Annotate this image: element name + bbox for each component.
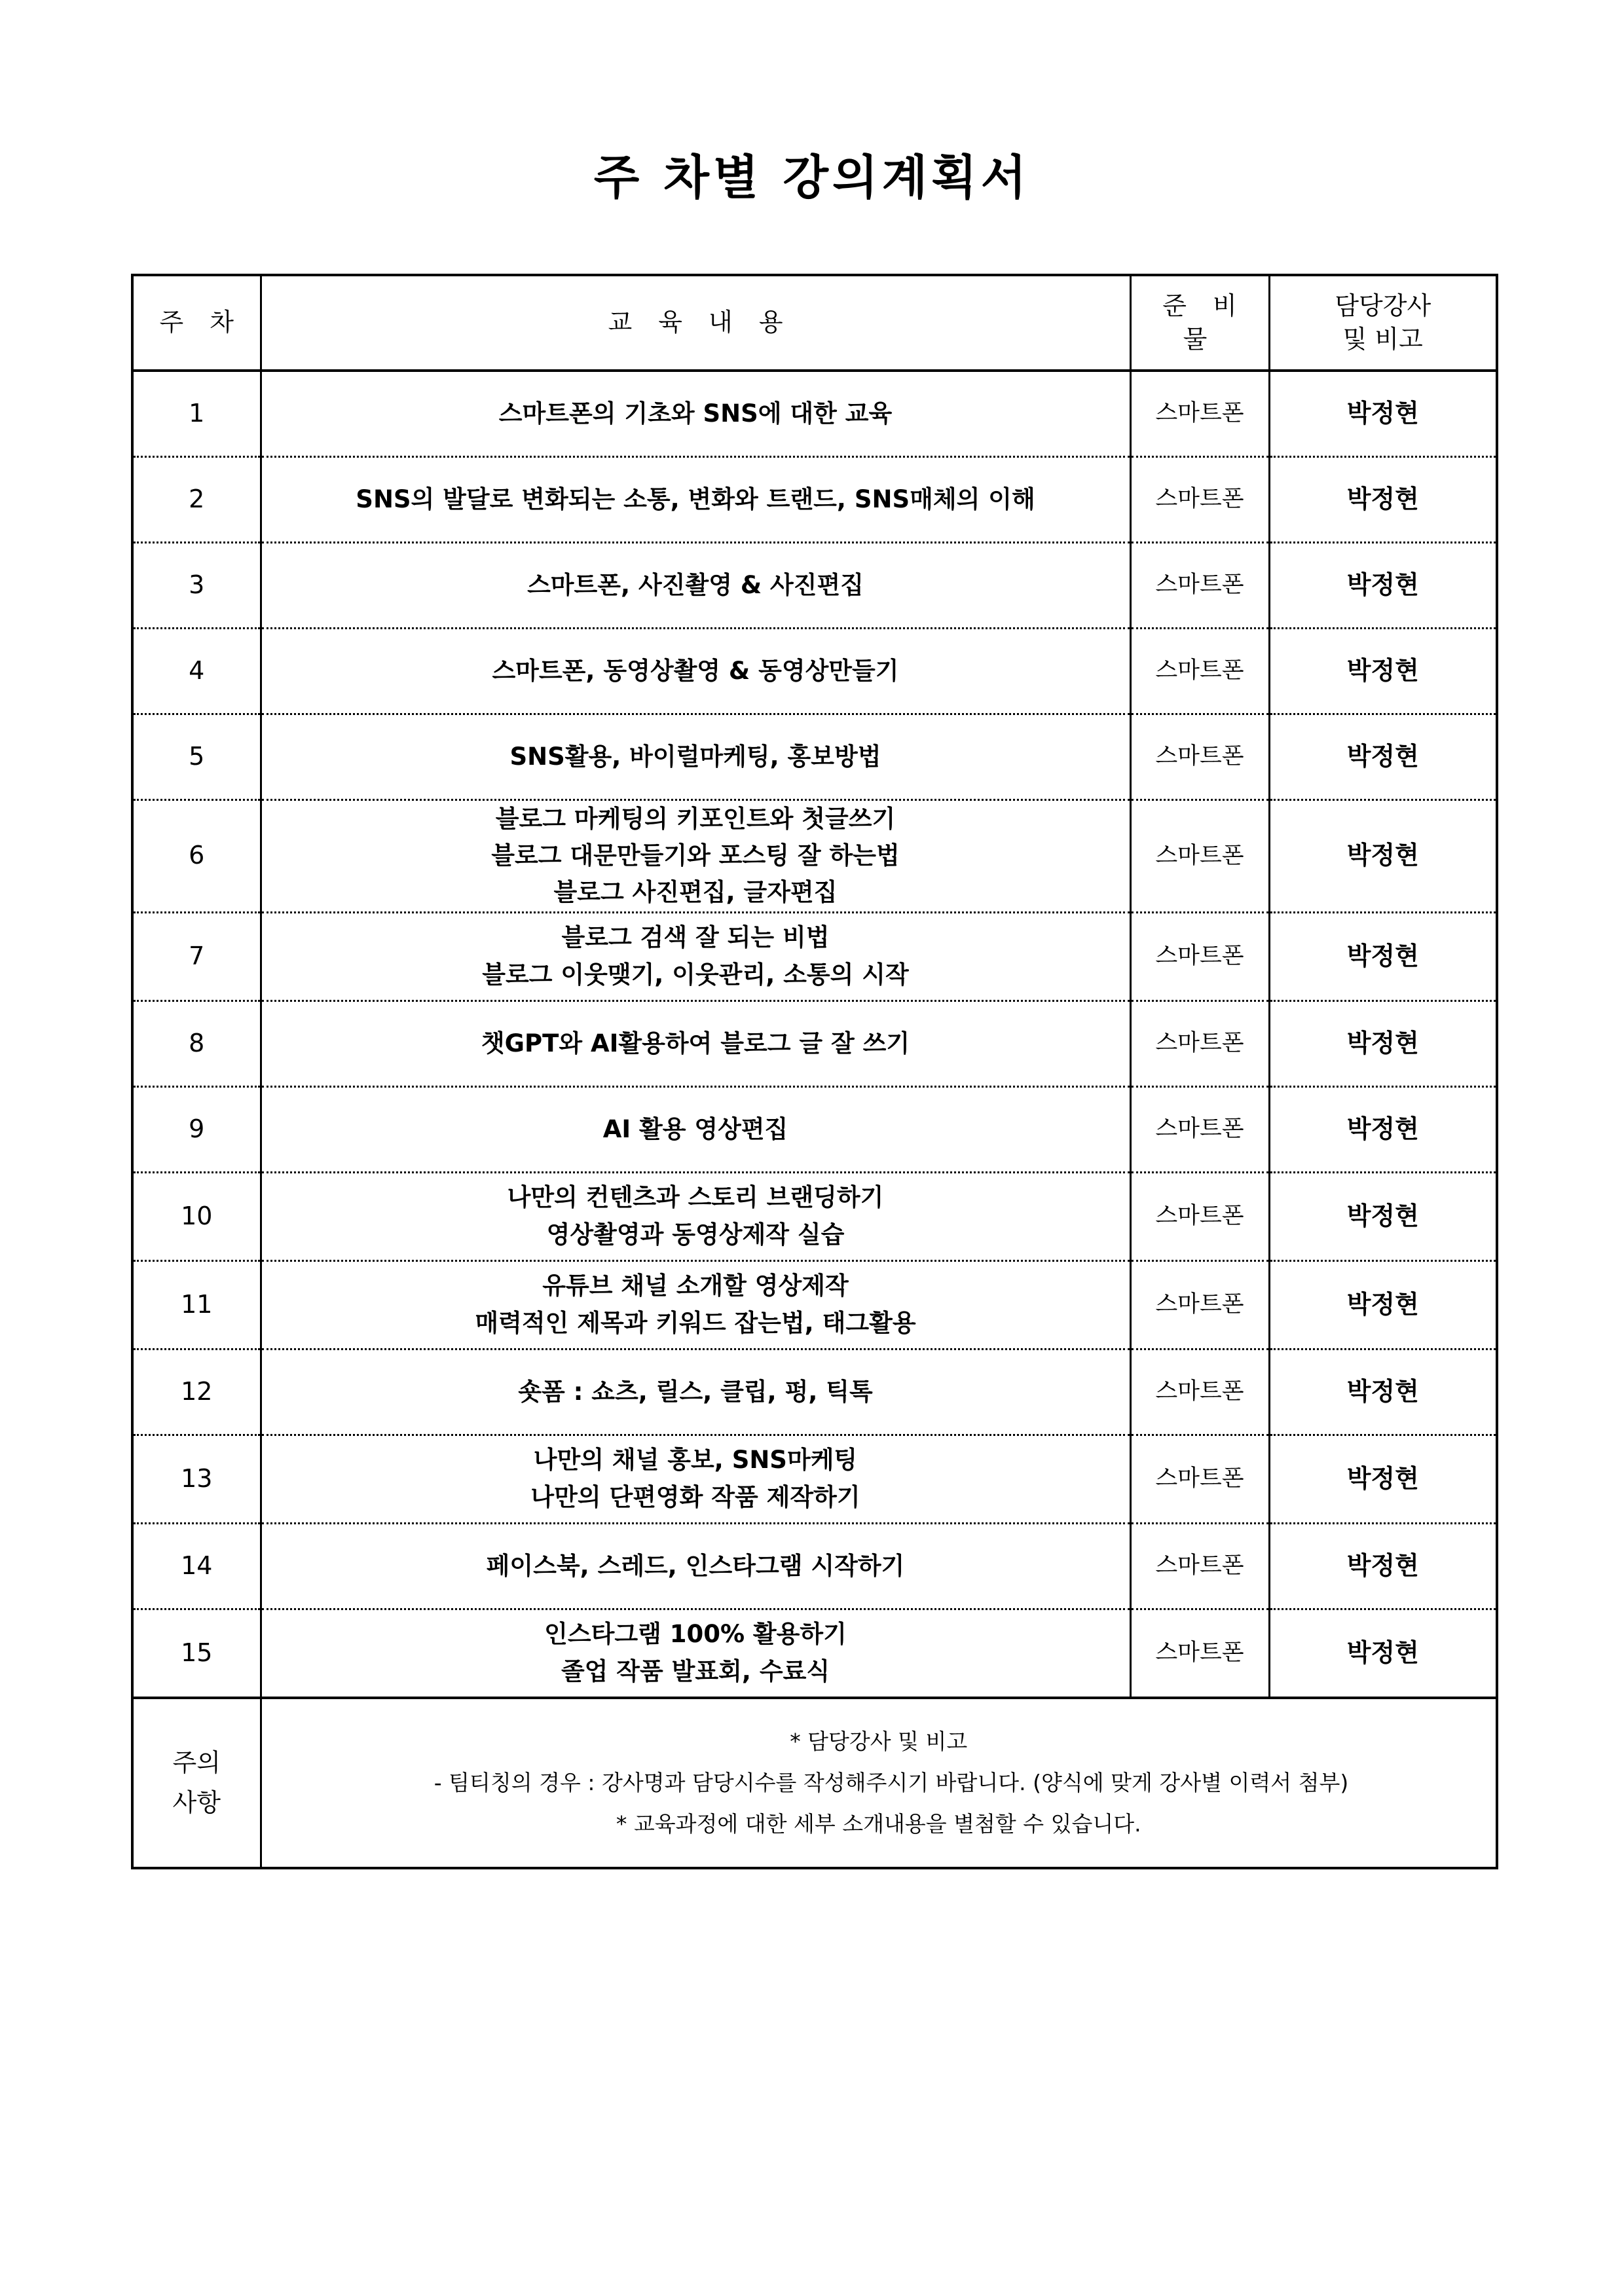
- content-line: 스마트폰, 사진촬영 & 사진편집: [527, 570, 864, 599]
- cell-week: 3: [132, 543, 261, 629]
- content-line: SNS의 발달로 변화되는 소통, 변화와 트랜드, SNS매체의 이해: [356, 485, 1035, 513]
- cell-week: 8: [132, 1001, 261, 1086]
- cell-prep: 스마트폰: [1130, 1001, 1269, 1086]
- notes-body-cell: [261, 1698, 1497, 1868]
- table-row: [132, 1086, 1497, 1172]
- notes-row: [132, 1698, 1497, 1868]
- cell-prep: 스마트폰: [1130, 1086, 1269, 1172]
- cell-prep: 스마트폰: [1130, 912, 1269, 1001]
- cell-teacher: 박정현: [1269, 912, 1497, 1001]
- cell-week: 11: [132, 1260, 261, 1349]
- table-header: [132, 275, 1497, 371]
- cell-teacher: 박정현: [1269, 629, 1497, 714]
- cell-content: [261, 1523, 1130, 1609]
- cell-prep: 스마트폰: [1130, 1172, 1269, 1260]
- cell-prep: 스마트폰: [1130, 371, 1269, 457]
- table-row: [132, 1172, 1497, 1260]
- cell-week: 14: [132, 1523, 261, 1609]
- content-line: AI 활용 영상편집: [602, 1114, 788, 1143]
- cell-teacher: 박정현: [1269, 714, 1497, 800]
- cell-prep: 스마트폰: [1130, 1349, 1269, 1435]
- content-line: 매력적인 제목과 키워드 잡는법, 태그활용: [475, 1308, 916, 1337]
- content-line: 블로그 이웃맺기, 이웃관리, 소통의 시작: [482, 960, 909, 989]
- content-line: 블로그 대문만들기와 포스팅 잘 하는법: [491, 841, 900, 870]
- cell-content: [261, 1349, 1130, 1435]
- cell-week: 10: [132, 1172, 261, 1260]
- content-line: 페이스북, 스레드, 인스타그램 시작하기: [486, 1551, 905, 1580]
- content-line: 나만의 컨텐츠과 스토리 브랜딩하기: [507, 1183, 884, 1212]
- cell-prep: 스마트폰: [1130, 714, 1269, 800]
- cell-teacher: 박정현: [1269, 1523, 1497, 1609]
- table-header-row: [132, 275, 1497, 371]
- cell-teacher: 박정현: [1269, 1260, 1497, 1349]
- cell-prep: 스마트폰: [1130, 800, 1269, 913]
- cell-prep: 스마트폰: [1130, 1435, 1269, 1523]
- content-line: 나만의 채널 홍보, SNS마케팅: [533, 1446, 858, 1475]
- cell-prep: 스마트폰: [1130, 1260, 1269, 1349]
- content-line: 스마트폰의 기초와 SNS에 대한 교육: [498, 399, 893, 428]
- cell-content: [261, 629, 1130, 714]
- cell-week: 9: [132, 1086, 261, 1172]
- cell-content: [261, 1260, 1130, 1349]
- cell-content: [261, 1001, 1130, 1086]
- cell-teacher: 박정현: [1269, 1435, 1497, 1523]
- cell-teacher: 박정현: [1269, 371, 1497, 457]
- table-row: [132, 371, 1497, 457]
- cell-week: 5: [132, 714, 261, 800]
- cell-content: [261, 1086, 1130, 1172]
- cell-week: 13: [132, 1435, 261, 1523]
- table-body: [132, 371, 1497, 1698]
- cell-content: [261, 714, 1130, 800]
- table-row: [132, 1609, 1497, 1698]
- content-line: 인스타그램 100% 활용하기: [544, 1620, 847, 1649]
- table-row: [132, 629, 1497, 714]
- table-row: [132, 543, 1497, 629]
- table-row: [132, 1260, 1497, 1349]
- notes-label-line1: 주의: [172, 1748, 221, 1777]
- table-footer: [132, 1698, 1497, 1868]
- cell-content: [261, 912, 1130, 1001]
- cell-week: 12: [132, 1349, 261, 1435]
- cell-content: [261, 457, 1130, 543]
- cell-prep: 스마트폰: [1130, 1523, 1269, 1609]
- cell-content: [261, 1609, 1130, 1698]
- cell-prep: 스마트폰: [1130, 543, 1269, 629]
- cell-teacher: 박정현: [1269, 1086, 1497, 1172]
- note-line-3: * 교육과정에 대한 세부 소개내용을 별첨할 수 있습니다.: [616, 1811, 1141, 1837]
- content-line: 블로그 검색 잘 되는 비법: [561, 923, 830, 952]
- cell-prep: 스마트폰: [1130, 1609, 1269, 1698]
- cell-teacher: 박정현: [1269, 1001, 1497, 1086]
- content-line: 챗GPT와 AI활용하여 블로그 글 잘 쓰기: [481, 1029, 910, 1057]
- cell-content: [261, 1435, 1130, 1523]
- cell-week: 1: [132, 371, 261, 457]
- note-line-2: - 팀티칭의 경우 : 강사명과 담당시수를 작성해주시기 바랍니다. (양식에 맞게 강사별 이력서 첨부): [427, 1770, 1349, 1796]
- cell-content: [261, 1172, 1130, 1260]
- table-row: [132, 1435, 1497, 1523]
- column-header-teacher-line1: 담당강사: [1335, 291, 1431, 320]
- cell-teacher: 박정현: [1269, 1349, 1497, 1435]
- column-header-week: 주 차: [132, 275, 261, 371]
- cell-content: [261, 371, 1130, 457]
- content-line: 블로그 마케팅의 키포인트와 첫글쓰기: [495, 805, 896, 833]
- cell-content: [261, 543, 1130, 629]
- content-line: 유튜브 채널 소개할 영상제작: [542, 1272, 849, 1300]
- table-row: [132, 1349, 1497, 1435]
- content-line: 숏폼 : 쇼츠, 릴스, 클립, 펑, 틱톡: [518, 1377, 873, 1406]
- cell-prep: 스마트폰: [1130, 457, 1269, 543]
- column-header-prep: 준 비 물: [1130, 275, 1269, 371]
- content-line: 나만의 단편영화 작품 제작하기: [530, 1482, 860, 1511]
- content-line: 영상촬영과 동영상제작 실습: [546, 1220, 845, 1249]
- notes-label-line2: 사항: [172, 1788, 221, 1817]
- cell-week: 7: [132, 912, 261, 1001]
- content-line: SNS활용, 바이럴마케팅, 홍보방법: [509, 742, 881, 771]
- cell-prep: 스마트폰: [1130, 629, 1269, 714]
- content-line: 스마트폰, 동영상촬영 & 동영상만들기: [492, 656, 899, 685]
- notes-label-cell: [132, 1698, 261, 1868]
- column-header-teacher-line2: 및 비고: [1342, 325, 1423, 354]
- column-header-teacher: [1269, 275, 1497, 371]
- cell-week: 15: [132, 1609, 261, 1698]
- table-row: [132, 912, 1497, 1001]
- page-title: 주 차별 강의계획서: [593, 150, 1031, 205]
- cell-week: 2: [132, 457, 261, 543]
- note-line-1: * 담당강사 및 비고: [790, 1728, 968, 1754]
- table-row: [132, 1523, 1497, 1609]
- weekly-lecture-plan-table: [131, 274, 1498, 1869]
- table-row: [132, 1001, 1497, 1086]
- content-line: 졸업 작품 발표회, 수료식: [561, 1657, 830, 1685]
- cell-content: [261, 800, 1130, 913]
- cell-week: 6: [132, 800, 261, 913]
- cell-teacher: 박정현: [1269, 457, 1497, 543]
- column-header-content: 교 육 내 용: [261, 275, 1130, 371]
- table-row: [132, 714, 1497, 800]
- cell-teacher: 박정현: [1269, 1609, 1497, 1698]
- cell-teacher: 박정현: [1269, 800, 1497, 913]
- content-line: 블로그 사진편집, 글자편집: [553, 878, 838, 907]
- cell-teacher: 박정현: [1269, 1172, 1497, 1260]
- cell-week: 4: [132, 629, 261, 714]
- table-row: [132, 457, 1497, 543]
- cell-teacher: 박정현: [1269, 543, 1497, 629]
- table-row: [132, 800, 1497, 913]
